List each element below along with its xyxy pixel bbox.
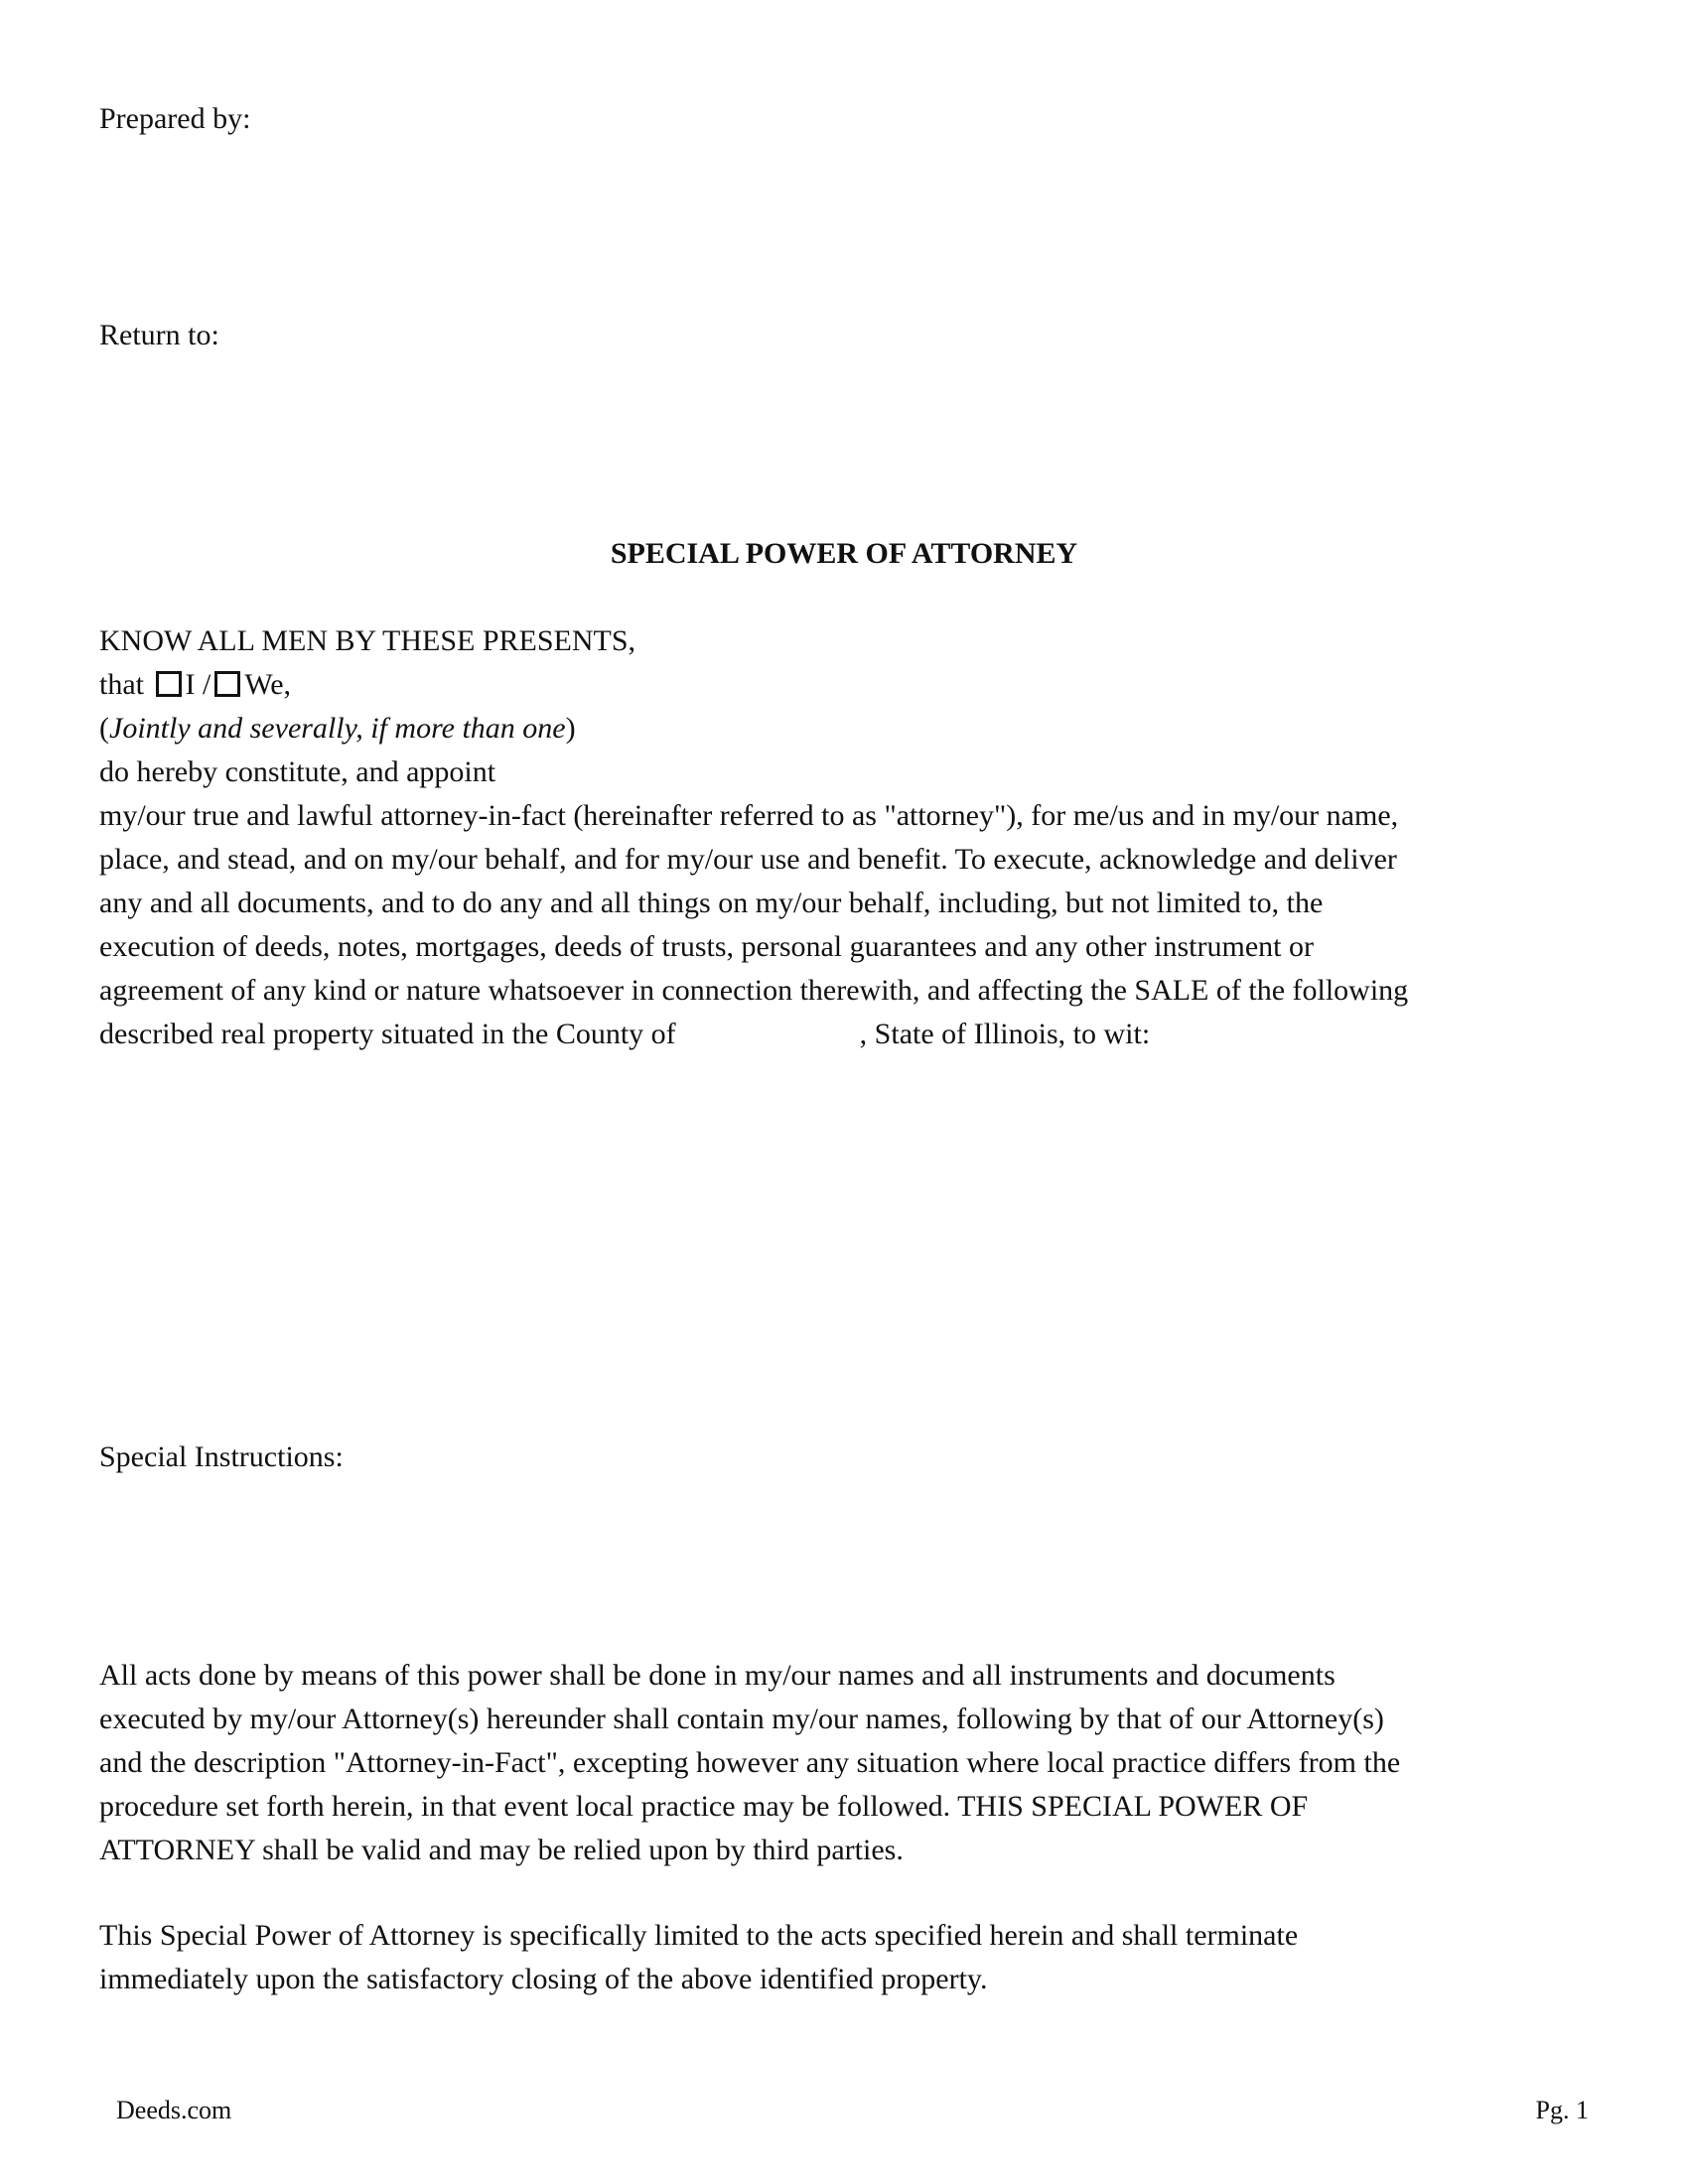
grant-line: place, and stead, and on my/our behalf, and for my/our use and benefit. To execute, acknowledge and deliver [99,843,1397,876]
checkbox-i[interactable] [156,671,182,697]
grant-line: execution of deeds, notes, mortgages, deeds of trusts, personal guarantees and any other instrument or [99,930,1314,963]
limitation-paragraph [99,1914,1589,2001]
checkbox-we[interactable] [214,671,240,697]
acts-paragraph [99,1654,1589,1872]
jointly-close-paren: ) [565,712,576,745]
acts-line: All acts done by means of this power shall be done in my/our names and all instruments and documents [99,1659,1336,1692]
grant-line: agreement of any kind or nature whatsoever in connection therewith, and affecting the SALE of the following [99,974,1409,1007]
county-line [99,1013,1589,1056]
constitute-line: do hereby constitute, and appoint [99,755,496,788]
acts-line: and the description "Attorney-in-Fact", excepting however any situation where local practice differs from the [99,1746,1401,1779]
jointly-open-paren: ( [99,712,109,745]
know-all-line: KNOW ALL MEN BY THESE PRESENTS, [99,624,636,657]
county-prefix: described real property situated in the County of [99,1018,676,1050]
acts-line: procedure set forth herein, in that event local practice may be followed. THIS SPECIAL POWER OF [99,1790,1309,1823]
option-i-label: I / [185,668,211,701]
grant-line: my/our true and lawful attorney-in-fact (hereinafter referred to as "attorney"), for me/us and in my/our name, [99,799,1399,832]
county-suffix: , State of Illinois, to wit: [859,1018,1151,1050]
return-to-label: Return to: [99,319,219,351]
option-we-label: We, [244,668,292,701]
special-instructions-label: Special Instructions: [99,1440,344,1473]
footer-source: Deeds.com [116,2096,232,2124]
prepared-by-label: Prepared by: [99,102,251,135]
that-prefix: that [99,668,144,701]
footer-page-number: Pg. 1 [1535,2096,1589,2124]
grant-line: any and all documents, and to do any and all things on my/our behalf, including, but not limited to, the [99,887,1324,919]
jointly-line [99,707,576,751]
grant-paragraph [99,794,1589,1056]
acts-line: executed by my/our Attorney(s) hereunder shall contain my/our names, following by that of our Attorney(s) [99,1703,1384,1735]
document-title: SPECIAL POWER OF ATTORNEY [610,537,1078,570]
limitation-line: This Special Power of Attorney is specifically limited to the acts specified herein and shall terminate [99,1919,1299,1952]
acts-line: ATTORNEY shall be valid and may be relied upon by third parties. [99,1834,904,1866]
jointly-text: Jointly and severally, if more than one [109,712,566,745]
limitation-line: immediately upon the satisfactory closing of the above identified property. [99,1963,988,1995]
grantor-selection-line [99,663,291,707]
